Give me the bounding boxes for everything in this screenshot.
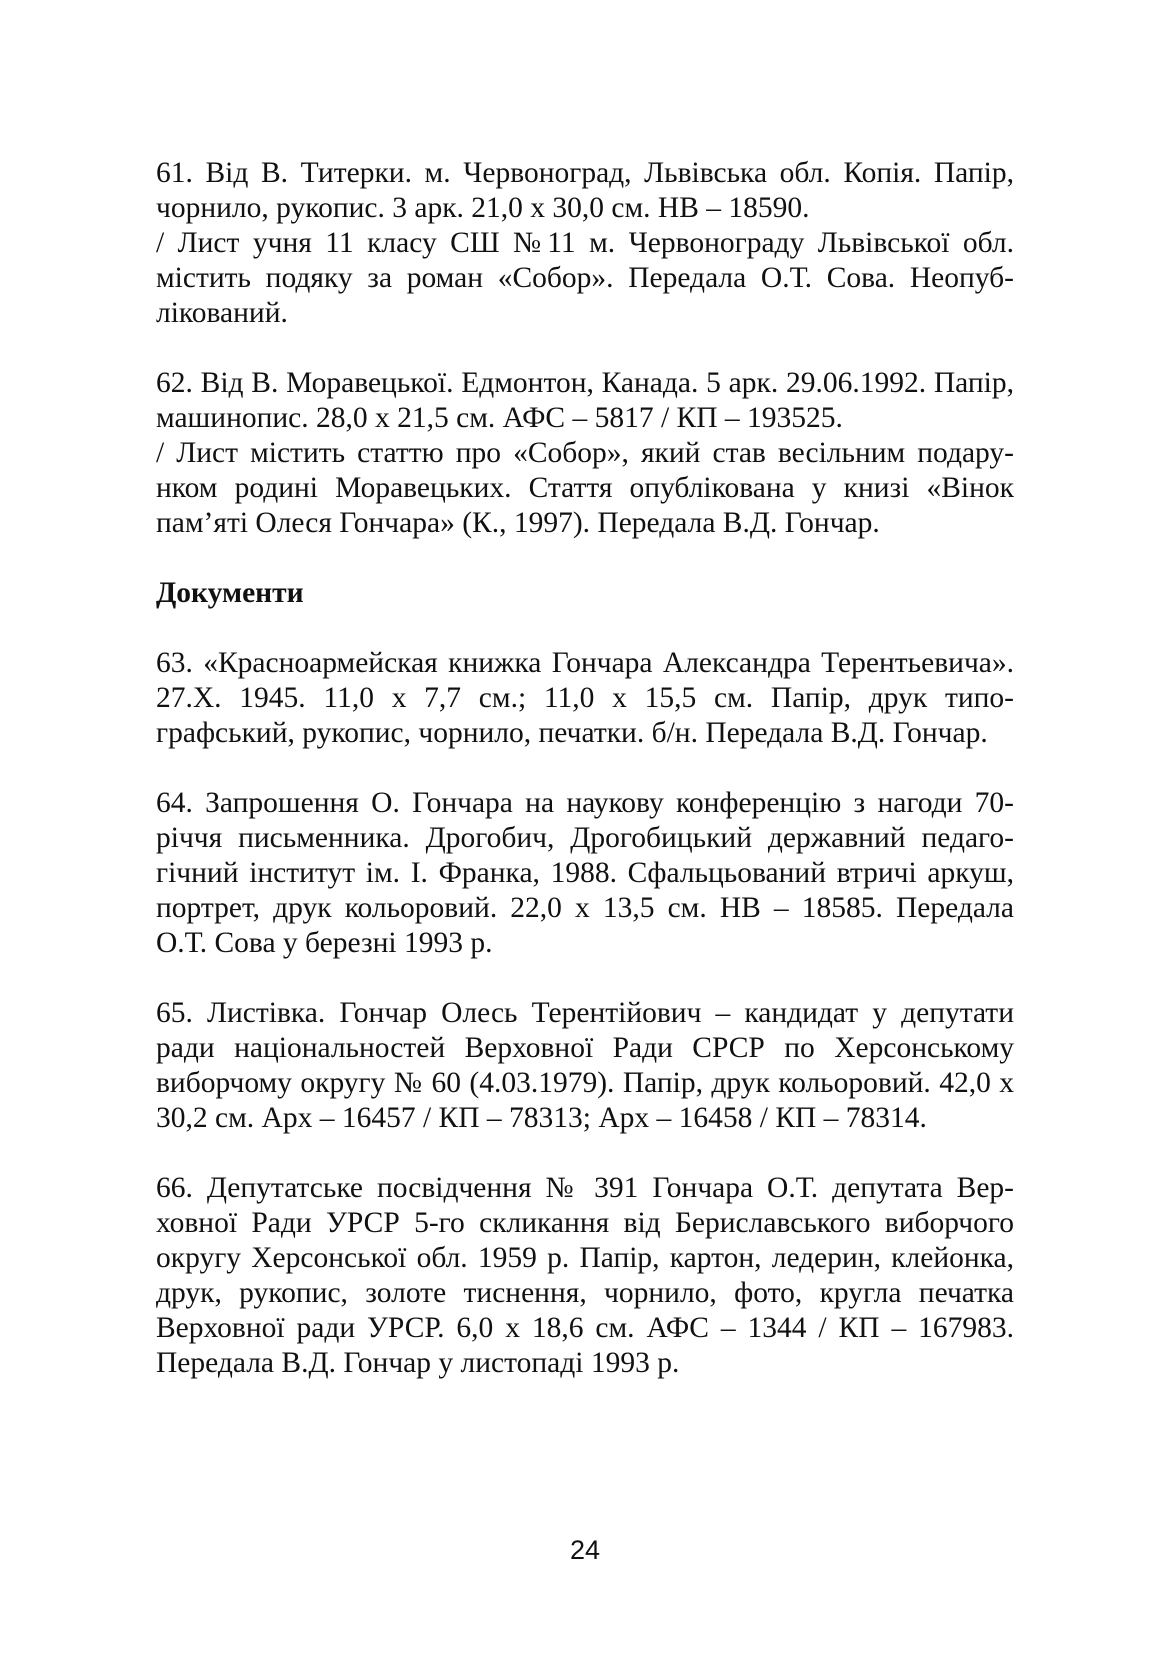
entry-description: 65. Листівка. Гончар Олесь Терентійович – кандидат у депутати ради національностей Верховної Ради СРСР по Херсонському виборчому округу № 60 (4.03.1979). Папір, друк кольоровий. 42,0 х 30,2 см. Арх – 16457 / КП – 78313; Арх – 16458 / КП – 78314. (156, 997, 1014, 1134)
catalog-entry-63 (156, 646, 1014, 751)
page-content (156, 156, 1014, 1416)
catalog-entry-61 (156, 156, 1014, 331)
page-number: 24 (569, 1535, 601, 1565)
entry-note: / Лист учня 11 класу СШ №11 м. Червонограду Львівської обл. містить подяку за роман «Собор». Передала О.Т. Сова. Неопублікований. (156, 227, 1014, 329)
entry-description: 66. Депутатське посвідчення № 391 Гончара О.Т. депутата Верховної Ради УРСР 5-го скликання від Бериславського виборчого округу Херсонської обл. 1959 р. Папір, картон, ледерин, клейонка, друк, рукопис, золоте тиснення, чорнило, фото, кругла печатка Верховної ради УРСР. 6,0 х 18,6 см. АФС – 1344 / КП – 167983. Передала В.Д. Гончар у листопаді 1993 р. (156, 1172, 1014, 1379)
entry-description: 63. «Красноармейская книжка Гончара Александра Терентьевича». 27.X. 1945. 11,0 х 7,7 см.; 11,0 х 15,5 см. Папір, друк типографський, рукопис, чорнило, печатки. б/н. Передала В.Д. Гончар. (156, 647, 1014, 749)
entry-description: 61. Від В. Титерки. м. Червоноград, Львівська обл. Копія. Папір, чорнило, рукопис. 3 арк. 21,0 х 30,0 см. НВ – 18590. (156, 157, 1014, 224)
catalog-entry-64 (156, 786, 1014, 961)
entry-note: / Лист містить статтю про «Собор», який став весільним подарунком родині Моравецьких. Стаття опублікована у книзі «Вінок пам’яті Олеся Гончара» (К., 1997). Передала В.Д. Гончар. (156, 437, 1014, 539)
catalog-entry-62 (156, 366, 1014, 541)
catalog-entry-65 (156, 996, 1014, 1136)
entry-description: 62. Від В. Моравецької. Едмонтон, Канада. 5 арк. 29.06.1992. Папір, машинопис. 28,0 х 21,5 см. АФС – 5817 / КП – 193525. (156, 367, 1014, 434)
section-heading: Документи (156, 577, 304, 609)
catalog-entry-66 (156, 1171, 1014, 1381)
entry-description: 64. Запрошення О. Гончара на наукову конференцію з нагоди 70-річчя письменника. Дрогобич, Дрогобицький державний педагогічний інститут ім. І. Франка, 1988. Сфальцьований втричі аркуш, портрет, друк кольоровий. 22,0 х 13,5 см. НВ – 18585. Передала О.Т. Сова у березні 1993 р. (156, 787, 1014, 959)
